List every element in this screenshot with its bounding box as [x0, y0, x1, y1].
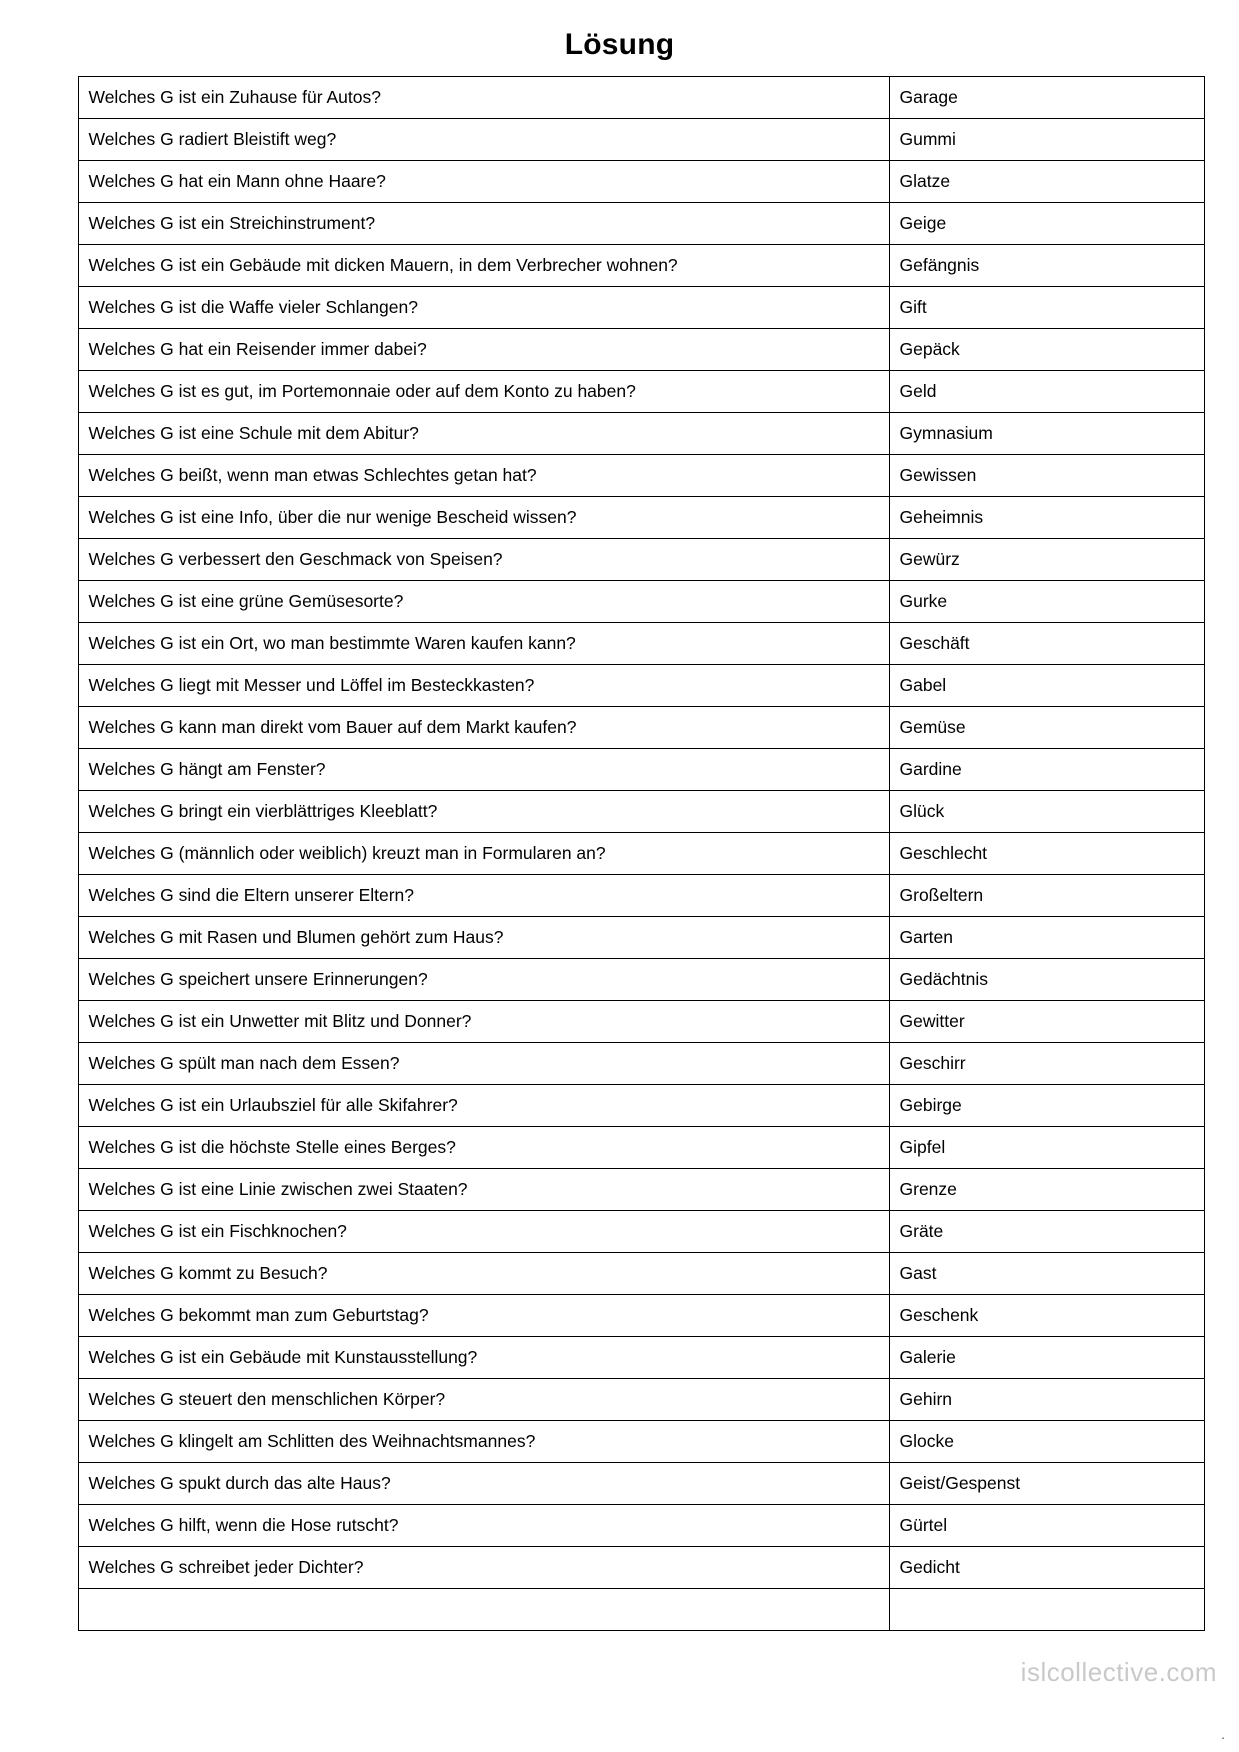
answer-cell: Gehirn — [889, 1379, 1204, 1421]
answer-cell: Großeltern — [889, 875, 1204, 917]
answer-cell: Gurke — [889, 581, 1204, 623]
table-row — [78, 371, 1204, 413]
table-row — [78, 455, 1204, 497]
answer-cell: Gabel — [889, 665, 1204, 707]
answer-cell: Gast — [889, 1253, 1204, 1295]
question-cell: Welches G schreibet jeder Dichter? — [78, 1547, 889, 1589]
table-row — [78, 833, 1204, 875]
table-row — [78, 1505, 1204, 1547]
answer-cell: Gewissen — [889, 455, 1204, 497]
question-cell: Welches G ist ein Unwetter mit Blitz und Donner? — [78, 1001, 889, 1043]
answer-cell: Galerie — [889, 1337, 1204, 1379]
question-cell: Welches G hängt am Fenster? — [78, 749, 889, 791]
table-row — [78, 497, 1204, 539]
question-cell: Welches G mit Rasen und Blumen gehört zum Haus? — [78, 917, 889, 959]
question-cell — [78, 1589, 889, 1631]
answer-key-table-wrapper — [78, 76, 1162, 1631]
question-cell: Welches G ist die Waffe vieler Schlangen? — [78, 287, 889, 329]
question-cell: Welches G ist ein Gebäude mit Kunstausstellung? — [78, 1337, 889, 1379]
question-cell: Welches G speichert unsere Erinnerungen? — [78, 959, 889, 1001]
table-row — [78, 161, 1204, 203]
question-cell: Welches G ist ein Zuhause für Autos? — [78, 77, 889, 119]
corner-mark: . — [1221, 1726, 1225, 1742]
question-cell: Welches G kommt zu Besuch? — [78, 1253, 889, 1295]
answer-cell: Gummi — [889, 119, 1204, 161]
question-cell: Welches G steuert den menschlichen Körper? — [78, 1379, 889, 1421]
table-row — [78, 1001, 1204, 1043]
table-row — [78, 203, 1204, 245]
table-row — [78, 1253, 1204, 1295]
answer-cell — [889, 1589, 1204, 1631]
table-row — [78, 413, 1204, 455]
question-cell: Welches G hat ein Mann ohne Haare? — [78, 161, 889, 203]
table-row — [78, 539, 1204, 581]
question-cell: Welches G ist die höchste Stelle eines Berges? — [78, 1127, 889, 1169]
table-row — [78, 1463, 1204, 1505]
table-row — [78, 665, 1204, 707]
table-row — [78, 1337, 1204, 1379]
answer-cell: Gürtel — [889, 1505, 1204, 1547]
table-row — [78, 1295, 1204, 1337]
table-row — [78, 287, 1204, 329]
table-row — [78, 875, 1204, 917]
question-cell: Welches G bekommt man zum Geburtstag? — [78, 1295, 889, 1337]
answer-cell: Geschirr — [889, 1043, 1204, 1085]
table-row — [78, 329, 1204, 371]
answer-cell: Gymnasium — [889, 413, 1204, 455]
table-row — [78, 1169, 1204, 1211]
watermark-text: islcollective.com — [1020, 1657, 1217, 1687]
answer-cell: Gedicht — [889, 1547, 1204, 1589]
question-cell: Welches G bringt ein vierblättriges Kleeblatt? — [78, 791, 889, 833]
question-cell: Welches G ist ein Gebäude mit dicken Mauern, in dem Verbrecher wohnen? — [78, 245, 889, 287]
question-cell: Welches G sind die Eltern unserer Eltern? — [78, 875, 889, 917]
table-row — [78, 1421, 1204, 1463]
table-row — [78, 581, 1204, 623]
answer-cell: Geschäft — [889, 623, 1204, 665]
question-cell: Welches G klingelt am Schlitten des Weihnachtsmannes? — [78, 1421, 889, 1463]
answer-cell: Geist/Gespenst — [889, 1463, 1204, 1505]
table-row — [78, 707, 1204, 749]
table-row — [78, 1589, 1204, 1631]
question-cell: Welches G ist eine grüne Gemüsesorte? — [78, 581, 889, 623]
answer-cell: Grenze — [889, 1169, 1204, 1211]
answer-cell: Glück — [889, 791, 1204, 833]
table-row — [78, 1127, 1204, 1169]
question-cell: Welches G ist ein Urlaubsziel für alle Skifahrer? — [78, 1085, 889, 1127]
answer-cell: Gefängnis — [889, 245, 1204, 287]
answer-cell: Gipfel — [889, 1127, 1204, 1169]
table-row — [78, 749, 1204, 791]
answer-cell: Geheimnis — [889, 497, 1204, 539]
question-cell: Welches G beißt, wenn man etwas Schlechtes getan hat? — [78, 455, 889, 497]
question-cell: Welches G kann man direkt vom Bauer auf dem Markt kaufen? — [78, 707, 889, 749]
answer-cell: Glatze — [889, 161, 1204, 203]
table-row — [78, 1547, 1204, 1589]
answer-cell: Geschenk — [889, 1295, 1204, 1337]
table-row — [78, 917, 1204, 959]
answer-cell: Geld — [889, 371, 1204, 413]
table-row — [78, 959, 1204, 1001]
table-row — [78, 1043, 1204, 1085]
answer-cell: Gemüse — [889, 707, 1204, 749]
question-cell: Welches G hilft, wenn die Hose rutscht? — [78, 1505, 889, 1547]
answer-cell: Geige — [889, 203, 1204, 245]
answer-cell: Gedächtnis — [889, 959, 1204, 1001]
question-cell: Welches G ist ein Streichinstrument? — [78, 203, 889, 245]
page-title: Lösung — [564, 28, 675, 61]
table-row — [78, 1085, 1204, 1127]
table-row — [78, 1379, 1204, 1421]
answer-cell: Garage — [889, 77, 1204, 119]
answer-cell: Glocke — [889, 1421, 1204, 1463]
answer-cell: Gardine — [889, 749, 1204, 791]
question-cell: Welches G spült man nach dem Essen? — [78, 1043, 889, 1085]
answer-cell: Garten — [889, 917, 1204, 959]
answer-cell: Geschlecht — [889, 833, 1204, 875]
question-cell: Welches G spukt durch das alte Haus? — [78, 1463, 889, 1505]
table-row — [78, 791, 1204, 833]
question-cell: Welches G liegt mit Messer und Löffel im Besteckkasten? — [78, 665, 889, 707]
question-cell: Welches G hat ein Reisender immer dabei? — [78, 329, 889, 371]
answer-key-table — [78, 76, 1205, 1631]
answer-cell: Gewitter — [889, 1001, 1204, 1043]
question-cell: Welches G ist eine Schule mit dem Abitur? — [78, 413, 889, 455]
table-row — [78, 1211, 1204, 1253]
table-row — [78, 623, 1204, 665]
question-cell: Welches G ist ein Ort, wo man bestimmte Waren kaufen kann? — [78, 623, 889, 665]
table-row — [78, 119, 1204, 161]
question-cell: Welches G ist es gut, im Portemonnaie oder auf dem Konto zu haben? — [78, 371, 889, 413]
answer-cell: Gepäck — [889, 329, 1204, 371]
answer-cell: Gewürz — [889, 539, 1204, 581]
question-cell: Welches G (männlich oder weiblich) kreuzt man in Formularen an? — [78, 833, 889, 875]
question-cell: Welches G ist ein Fischknochen? — [78, 1211, 889, 1253]
table-row — [78, 77, 1204, 119]
table-row — [78, 245, 1204, 287]
question-cell: Welches G radiert Bleistift weg? — [78, 119, 889, 161]
question-cell: Welches G verbessert den Geschmack von Speisen? — [78, 539, 889, 581]
table-body — [78, 77, 1204, 1631]
answer-cell: Gräte — [889, 1211, 1204, 1253]
question-cell: Welches G ist eine Info, über die nur wenige Bescheid wissen? — [78, 497, 889, 539]
question-cell: Welches G ist eine Linie zwischen zwei Staaten? — [78, 1169, 889, 1211]
answer-cell: Gift — [889, 287, 1204, 329]
answer-cell: Gebirge — [889, 1085, 1204, 1127]
